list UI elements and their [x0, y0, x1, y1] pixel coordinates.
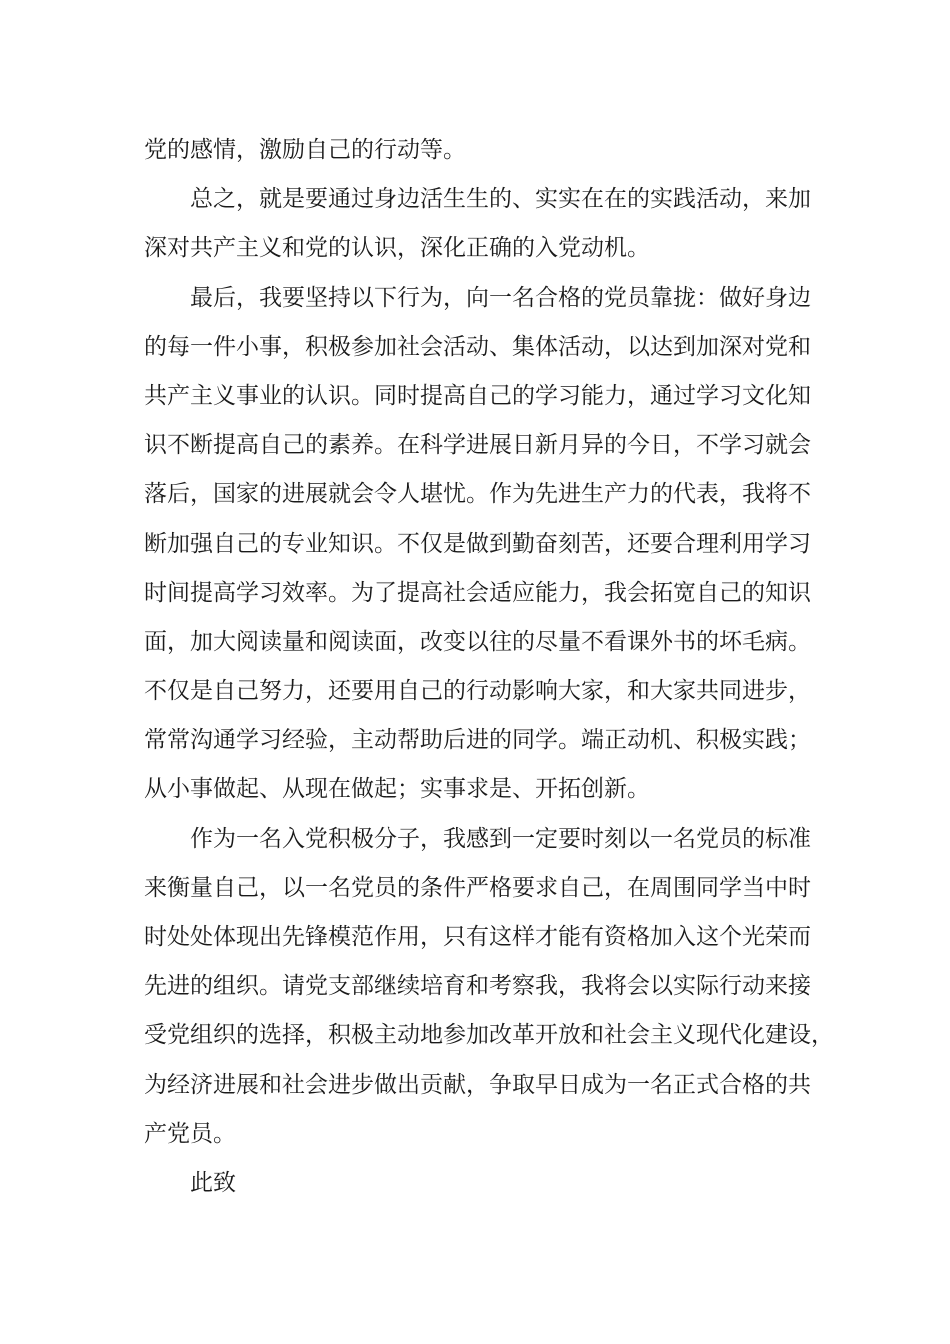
text-line: 常常沟通学习经验，主动帮助后进的同学。端正动机、积极实践；	[144, 727, 811, 754]
text-line: 断加强自己的专业知识。不仅是做到勤奋刻苦，还要合理利用学习	[144, 530, 811, 557]
text-line: 共产主义事业的认识。同时提高自己的学习能力，通过学习文化知	[144, 382, 811, 409]
text-line: 不仅是自己努力，还要用自己的行动影响大家，和大家共同进步，	[144, 678, 811, 705]
text-line: 产党员。	[144, 1120, 236, 1147]
text-line: 先进的组织。请党支部继续培育和考察我，我将会以实际行动来接	[144, 973, 811, 1000]
document-body	[144, 126, 834, 1208]
text-line: 最后，我要坚持以下行为，向一名合格的党员靠拢：做好身边	[190, 284, 811, 311]
text-line: 此致	[190, 1169, 236, 1196]
text-line: 的每一件小事，积极参加社会活动、集体活动，以达到加深对党和	[144, 333, 811, 360]
text-line: 总之，就是要通过身边活生生的、实实在在的实践活动，来加	[190, 186, 811, 213]
text-line: 党的感情，激励自己的行动等。	[144, 137, 466, 163]
text-line: 来衡量自己，以一名党员的条件严格要求自己，在周围同学当中时	[144, 874, 811, 901]
text-line: 落后，国家的进展就会令人堪忧。作为先进生产力的代表，我将不	[144, 481, 811, 508]
text-line: 从小事做起、从现在做起；实事求是、开拓创新。	[144, 776, 650, 803]
text-line: 面，加大阅读量和阅读面，改变以往的尽量不看课外书的坏毛病。	[144, 628, 811, 655]
text-line: 受党组织的选择，积极主动地参加改革开放和社会主义现代化建设，	[144, 1022, 834, 1049]
text-line: 作为一名入党积极分子，我感到一定要时刻以一名党员的标准	[190, 825, 811, 852]
text-line: 时间提高学习效率。为了提高社会适应能力，我会拓宽自己的知识	[144, 579, 811, 606]
text-line: 为经济进展和社会进步做出贡献，争取早日成为一名正式合格的共	[144, 1071, 811, 1098]
text-line: 深对共产主义和党的认识，深化正确的入党动机。	[144, 235, 650, 262]
text-line: 识不断提高自己的素养。在科学进展日新月异的今日，不学习就会	[144, 432, 811, 459]
text-line: 时处处体现出先锋模范作用，只有这样才能有资格加入这个光荣而	[144, 924, 811, 950]
